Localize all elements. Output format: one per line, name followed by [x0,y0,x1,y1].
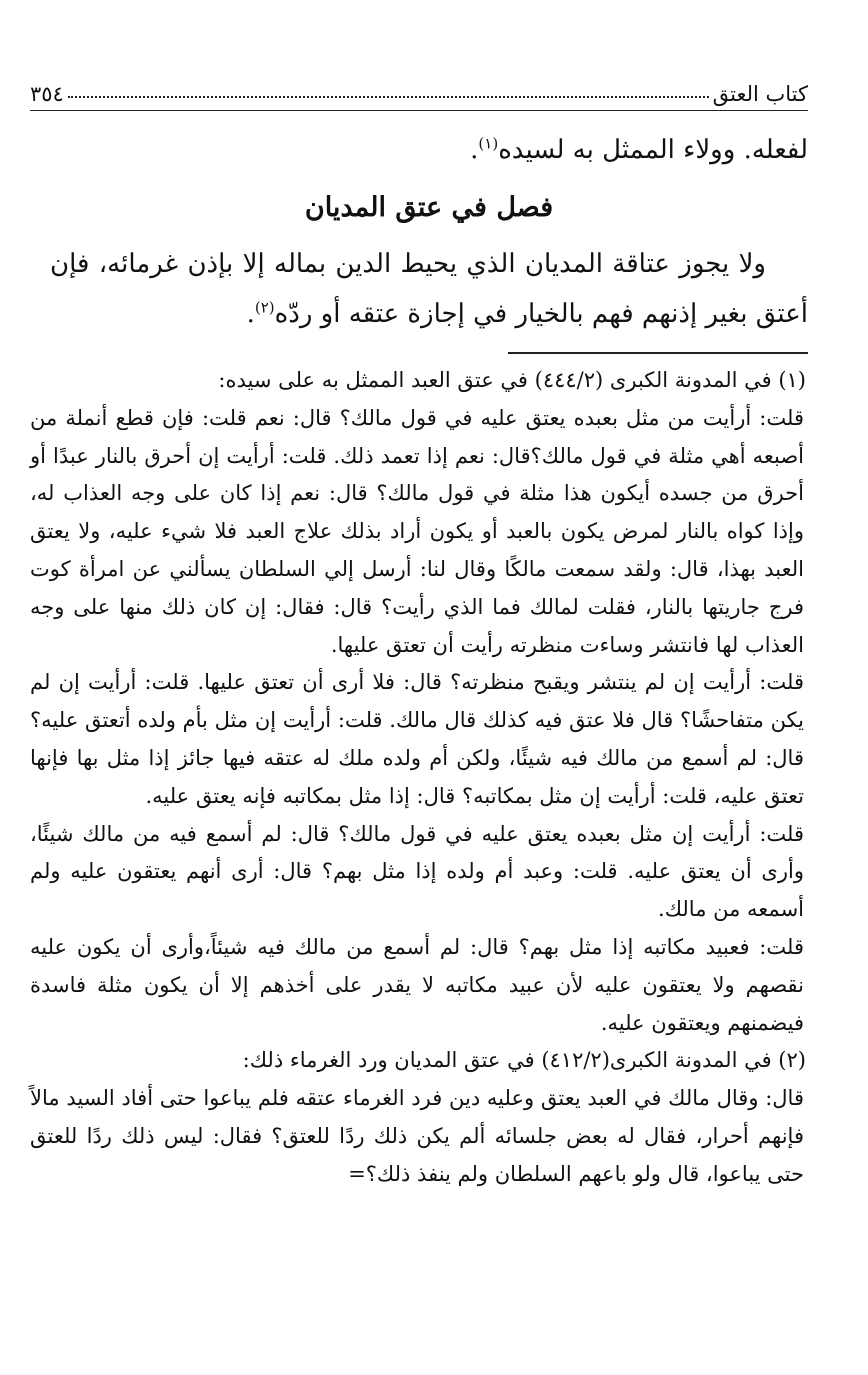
footnote-1-paragraph: قلت: أرأيت إن مثل بعبده يعتق عليه في قول مالك؟ قال: لم أسمع فيه من مالك شيئًا، وأرى أن يعتق عليه. قلت: وعبد أم ولده إذا مثل بهم؟ قال: أرى أنهم يعتقون عليه ولم أسمعه من مالك. [30,821,804,922]
footnote-1-title: (١) في المدونة الكبرى (٤٤٤/٢) في عتق العبد الممثل به على سيده: [218,368,806,392]
dot-leader [68,96,709,98]
header-rule [30,110,808,111]
main-text [50,125,808,339]
running-title: كتاب العتق [712,82,808,106]
main-line-1 [50,125,808,175]
footnote-2-paragraph: قال: وقال مالك في العبد يعتق وعليه دين فرد الغرماء عتقه فلم يباعوا حتى أفاد السيد مالاً فإنهم أحرار، فقال له بعض جلسائه ألم يكن ذلك ردًا للعتق؟ فقال: ليس ذلك ردًا للعتق حتى يباعوا، قال ولو باعهم السلطان ولم ينفذ ذلك؟= [30,1086,804,1186]
footnote-1-paragraph: قلت: أرأيت من مثل بعبده يعتق عليه في قول مالك؟ قال: نعم قلت: فإن قطع أنملة من أصبعه أهي مثلة في قول مالك؟قال: نعم إذا تعمد ذلك. قلت: أرأيت إن أحرق بالنار عبدًا أو أحرق من جسده أيكون هذا مثلة في قول مالك؟ قال: نعم إذا كان على وجه العذاب له، وإذا كواه بالنار لمرض يكون بالعبد أو يكون أراد بذلك علاج العبد فلا شيء عليه، ولا يعتق العبد بهذا، قال: ولقد سمعت مالكًا وقال لنا: أرسل إلي السلطان يسألني عن امرأة كوت فرج جاريتها بالنار، فقلت لمالك فما الذي رأيت؟ قال: فقال: إن كان ذلك منها على وجه العذاب لها فانتشر وساءت منظرته رأيت أن تعتق عليها. [30,405,804,657]
main-line-1-end: . [470,135,479,165]
footnote-1-paragraph: قلت: أرأيت إن لم ينتشر ويقبح منظرته؟ قال: فلا أرى أن تعتق عليها. قلت: أرأيت إن لم يكن متفاحشًا؟ قال فلا عتق فيه كذلك قال مالك. قلت: أرأيت إن مثل بأم ولده أتعتق عليه؟ قال: لم أسمع من مالك فيه شيئًا، ولكن أم ولده ملك له عتقه فيها جائز إذا مثل بها فإنها تعتق عليه، قلت: أرأيت إن مثل بمكاتبه؟ قال: إذا مثل بمكاتبه فإنه يعتق عليه. [30,670,804,808]
section-heading: فصل في عتق المديان [304,192,554,223]
footnote-ref-1: (١) [478,134,499,153]
main-line-1-text: لفعله. وولاء الممثل به لسيده [498,135,808,165]
footnote-1-paragraph: قلت: فعبيد مكاتبه إذا مثل بهم؟ قال: لم أسمع من مالك فيه شيئاً،وأرى أن يكون عليه نقصهم ولا يعتقون عليه لأن عبيد مكاتبه لا يقدر على أخذهم إلا أن يكون مثلة فاسدة فيضمنهم ويعتقون عليه. [30,934,804,1035]
main-paragraph-2 [50,239,808,339]
footnote-2-title: (٢) في المدونة الكبرى(٤١٢/٢) في عتق المديان ورد الغرماء ذلك: [242,1048,806,1073]
main-paragraph-2-end: . [246,299,255,329]
footnotes [30,362,806,1194]
page-number: ٣٥٤ [30,82,64,106]
footnote-separator [508,352,808,354]
footnote-ref-2: (٢) [254,298,275,317]
running-header [30,70,808,106]
main-paragraph-2-text: ولا يجوز عتاقة المديان الذي يحيط الدين بماله إلا بإذن غرمائه، فإن أعتق بغير إذنهم فهم بالخيار في إجازة عتقه أو ردّه [50,249,808,329]
